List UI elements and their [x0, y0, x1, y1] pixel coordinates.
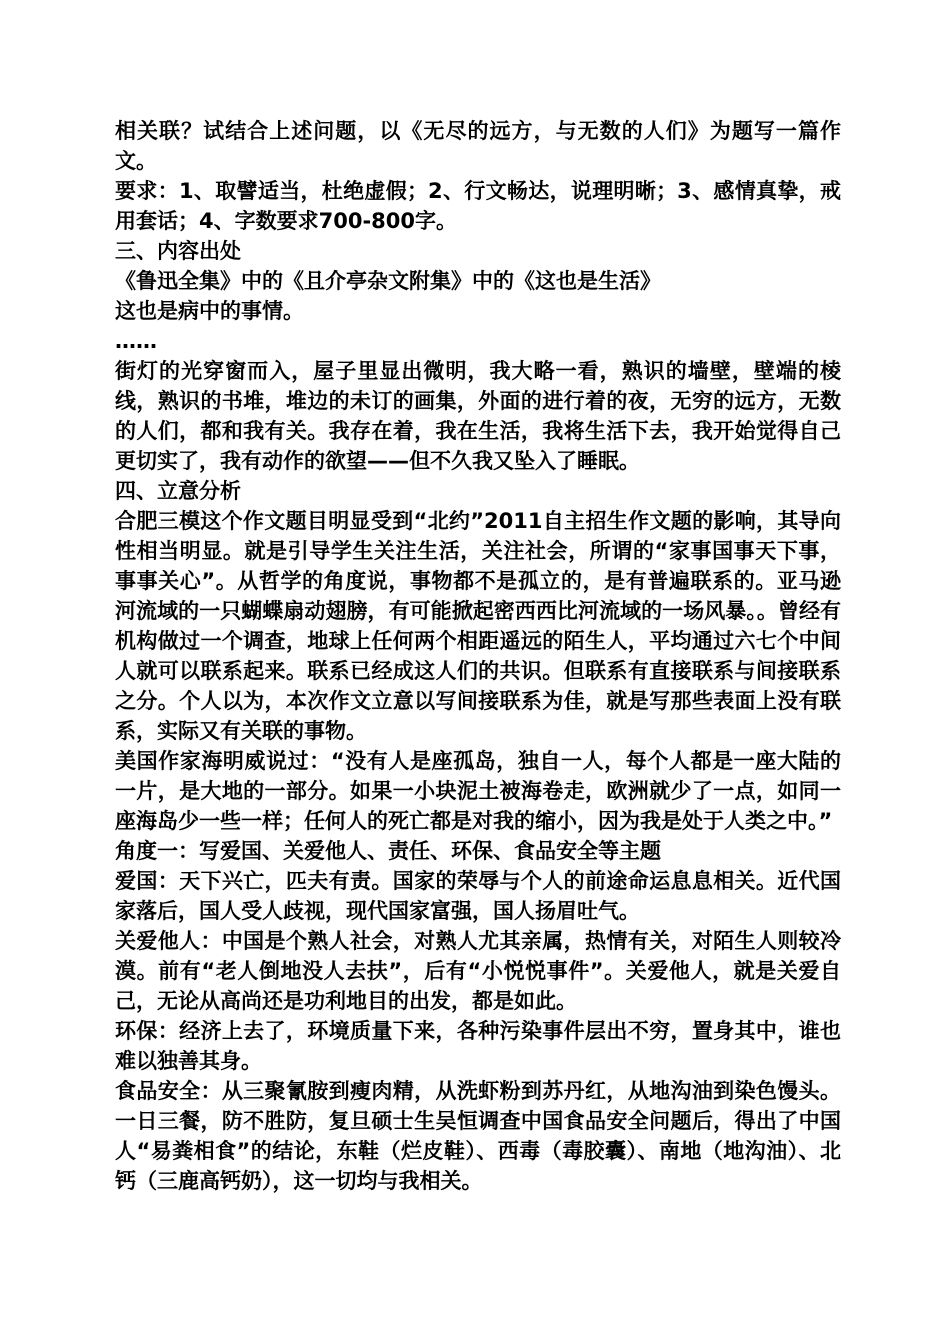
- quote-ellipsis: ……: [115, 329, 157, 353]
- essay-prompt-paragraph: 相关联？试结合上述问题，以《无尽的远方，与无数的人们》为题写一篇作文。: [115, 119, 841, 173]
- caring-for-others-paragraph: 关爱他人：中国是个熟人社会，对熟人尤其亲属，热情有关，对陌生人则较冷漠。前有“老人倒地没人去扶”，后有“小悦悦事件”。关爱他人，就是关爱自己，无论从高尚还是功利地目的出发，都是如此。: [115, 929, 841, 1013]
- source-citation: 《鲁迅全集》中的《且介亭杂文附集》中的《这也是生活》: [115, 269, 661, 293]
- quote-body-paragraph: 街灯的光穿窗而入，屋子里显出微明，我大略一看，熟识的墙壁，壁端的棱线，熟识的书堆，堆边的未订的画集，外面的进行着的夜，无穷的远方，无数的人们，都和我有关。我存在着，我在生活，我将生活下去，我开始觉得自己更切实了，我有动作的欲望——但不久我又坠入了睡眠。: [115, 359, 841, 473]
- section-heading-source: 三、内容出处: [115, 239, 241, 263]
- document-body: [115, 116, 841, 1196]
- patriotism-paragraph: 爱国：天下兴亡，匹夫有责。国家的荣辱与个人的前途命运息息相关。近代国家落后，国人受人歧视，现代国家富强，国人扬眉吐气。: [115, 869, 841, 923]
- food-safety-paragraph: 食品安全：从三聚氰胺到瘦肉精，从洗虾粉到苏丹红，从地沟油到染色馒头。一日三餐，防不胜防，复旦硕士生吴恒调查中国食品安全问题后，得出了中国人“易粪相食”的结论，东鞋（烂皮鞋）、西毒（毒胶囊）、南地（地沟油）、北钙（三鹿高钙奶），这一切均与我相关。: [115, 1079, 841, 1193]
- section-heading-analysis: 四、立意分析: [115, 479, 241, 503]
- quote-opening-line: 这也是病中的事情。: [115, 299, 304, 323]
- angle-one-heading: 角度一：写爱国、关爱他人、责任、环保、食品安全等主题: [115, 839, 661, 863]
- requirements-paragraph: 要求：1、取譬适当，杜绝虚假；2、行文畅达，说理明晰；3、感情真挚，戒用套话；4、字数要求700-800字。: [115, 179, 841, 233]
- analysis-paragraph: 合肥三模这个作文题目明显受到“北约”2011自主招生作文题的影响，其导向性相当明显。就是引导学生关注生活，关注社会，所谓的“家事国事天下事，事事关心”。从哲学的角度说，事物都不是孤立的，是有普遍联系的。亚马逊河流域的一只蝴蝶扇动翅膀，有可能掀起密西西比河流域的一场风暴。。曾经有机构做过一个调查，地球上任何两个相距遥远的陌生人，平均通过六七个中间人就可以联系起来。联系已经成这人们的共识。但联系有直接联系与间接联系之分。个人以为，本次作文立意以写间接联系为佳，就是写那些表面上没有联系，实际又有关联的事物。: [115, 509, 841, 743]
- environment-paragraph: 环保：经济上去了，环境质量下来，各种污染事件层出不穷，置身其中，谁也难以独善其身。: [115, 1019, 841, 1073]
- hemingway-quote-paragraph: 美国作家海明威说过：“没有人是座孤岛，独自一人，每个人都是一座大陆的一片，是大地的一部分。如果一小块泥土被海卷走，欧洲就少了一点，如同一座海岛少一些一样；任何人的死亡都是对我的缩小，因为我是处于人类之中。”: [115, 749, 841, 833]
